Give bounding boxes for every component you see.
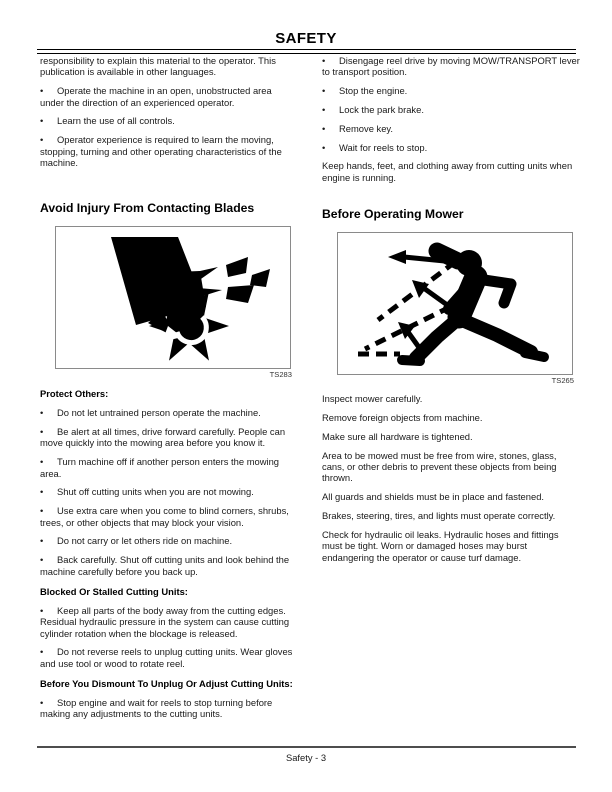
figure-label: TS283 — [269, 370, 292, 380]
subheading-before-dismount: Before You Dismount To Unplug Or Adjust Cutting Units: — [40, 678, 293, 690]
bullet-item — [322, 55, 580, 78]
paragraph: Area to be mowed must be free from wire, stones, glass, cans, or other debris to prevent these objects from being thrown. — [322, 449, 557, 484]
bullet-item — [40, 134, 298, 168]
bullet-glyph: • — [40, 554, 44, 566]
bullet-item — [40, 505, 298, 528]
bullet-text: Do not let untrained person operate the machine. — [57, 407, 261, 419]
bullet-glyph: • — [40, 535, 44, 547]
footer-rule — [37, 746, 576, 748]
bullet-glyph: • — [40, 697, 44, 709]
bullet-glyph: • — [322, 141, 326, 153]
paragraph: All guards and shields must be in place and fastened. — [322, 491, 545, 503]
bullet-glyph: • — [40, 115, 44, 127]
bullet-glyph: • — [40, 505, 44, 517]
bullet-glyph: • — [40, 134, 44, 146]
bullet-text: Use extra care when you come to blind corners, shrubs, trees, or other objects that may block your vision. — [40, 505, 289, 528]
bullet-item — [322, 85, 580, 96]
bullet-text: Wait for reels to stop. — [339, 141, 428, 153]
paragraph: Brakes, steering, tires, and lights must operate correctly. — [322, 510, 556, 521]
bullet-glyph: • — [40, 426, 44, 438]
subheading-protect-others: Protect Others: — [40, 388, 109, 400]
bullet-item — [40, 407, 298, 418]
bullet-text: Do not reverse reels to unplug cutting units. Wear gloves and use tool or wood to rotate reel. — [40, 646, 293, 669]
paragraph: Keep hands, feet, and clothing away from cutting units when engine is running. — [322, 160, 573, 183]
bullet-glyph: • — [322, 55, 326, 66]
bullet-text: Learn the use of all controls. — [57, 115, 175, 127]
bullet-item — [40, 697, 298, 720]
bullet-text: Be alert at all times, drive forward carefully. People can move quickly into the mowing area before you know it. — [40, 426, 286, 449]
bullet-item — [40, 85, 298, 108]
bullet-item — [40, 486, 298, 497]
bullet-glyph: • — [40, 85, 44, 97]
bullet-glyph: • — [322, 104, 326, 115]
bullet-item — [322, 104, 580, 115]
bullet-text: Keep all parts of the body away from the cutting edges. Residual hydraulic pressure in the system can cause cutting cylinder rotation when the blockage is released. — [40, 604, 290, 639]
bullet-text: Remove key. — [339, 122, 394, 134]
bullet-item — [322, 142, 580, 153]
bullet-item — [40, 554, 298, 577]
subheading-blocked-units: Blocked Or Stalled Cutting Units: — [40, 586, 188, 598]
bullet-item — [40, 115, 298, 126]
bullet-item — [40, 456, 298, 479]
bullet-text: Do not carry or let others ride on machine. — [57, 535, 233, 547]
figure-label: TS265 — [551, 376, 574, 386]
bullet-text: Disengage reel drive by moving MOW/TRANSPORT lever to transport position. — [322, 55, 580, 78]
bullet-text: Operate the machine in an open, unobstructed area under the direction of an experienced operator. — [40, 85, 272, 108]
bullet-text: Lock the park brake. — [339, 104, 424, 115]
footer-page-number: Safety - 3 — [285, 752, 327, 763]
section-heading-before-operating: Before Operating Mower — [322, 207, 464, 222]
bullet-text: Back carefully. Shut off cutting units and look behind the machine carefully before you back up. — [40, 554, 290, 577]
thrown-objects-pictogram-icon — [338, 233, 572, 374]
page-title: SAFETY — [275, 30, 337, 47]
figure-ts265 — [337, 232, 575, 385]
bullet-text: Operator experience is required to learn the moving, stopping, turning and other operating characteristics of the machine. — [40, 134, 282, 169]
figure-frame — [55, 226, 291, 369]
bullet-item — [40, 535, 298, 546]
bullet-glyph: • — [40, 407, 44, 419]
bullet-glyph: • — [322, 122, 326, 134]
paragraph: Remove foreign objects from machine. — [322, 412, 483, 423]
right-column — [322, 55, 580, 570]
figure-ts283 — [55, 226, 293, 379]
bullet-glyph: • — [40, 456, 44, 468]
bullet-item — [40, 605, 298, 639]
bullet-glyph: • — [40, 604, 44, 616]
paragraph: Check for hydraulic oil leaks. Hydraulic hoses and fittings must be tight. Worn or damaged hoses may burst endangering the operator or cause turf damage. — [322, 528, 559, 563]
bullet-text: Turn machine off if another person enters the mowing area. — [40, 456, 279, 479]
bullet-item — [40, 646, 298, 669]
header-double-rule — [37, 49, 576, 54]
figure-frame — [337, 232, 573, 375]
bullet-glyph: • — [40, 646, 44, 658]
bullet-item — [322, 123, 580, 134]
bullet-glyph: • — [40, 486, 44, 498]
bullet-text: Stop engine and wait for reels to stop turning before making any adjustments to the cutting units. — [40, 697, 273, 720]
left-column — [40, 55, 298, 727]
intro-paragraph: responsibility to explain this material to the operator. This publication is available in other languages. — [40, 55, 276, 78]
bullet-item — [40, 426, 298, 449]
paragraph: Inspect mower carefully. — [322, 393, 423, 405]
bullet-text: Shut off cutting units when you are not mowing. — [57, 486, 254, 498]
bullet-glyph: • — [322, 85, 326, 97]
blade-hazard-pictogram-icon — [56, 227, 290, 368]
paragraph: Make sure all hardware is tightened. — [322, 430, 473, 442]
section-heading-avoid-injury: Avoid Injury From Contacting Blades — [40, 201, 255, 216]
bullet-text: Stop the engine. — [339, 85, 408, 97]
